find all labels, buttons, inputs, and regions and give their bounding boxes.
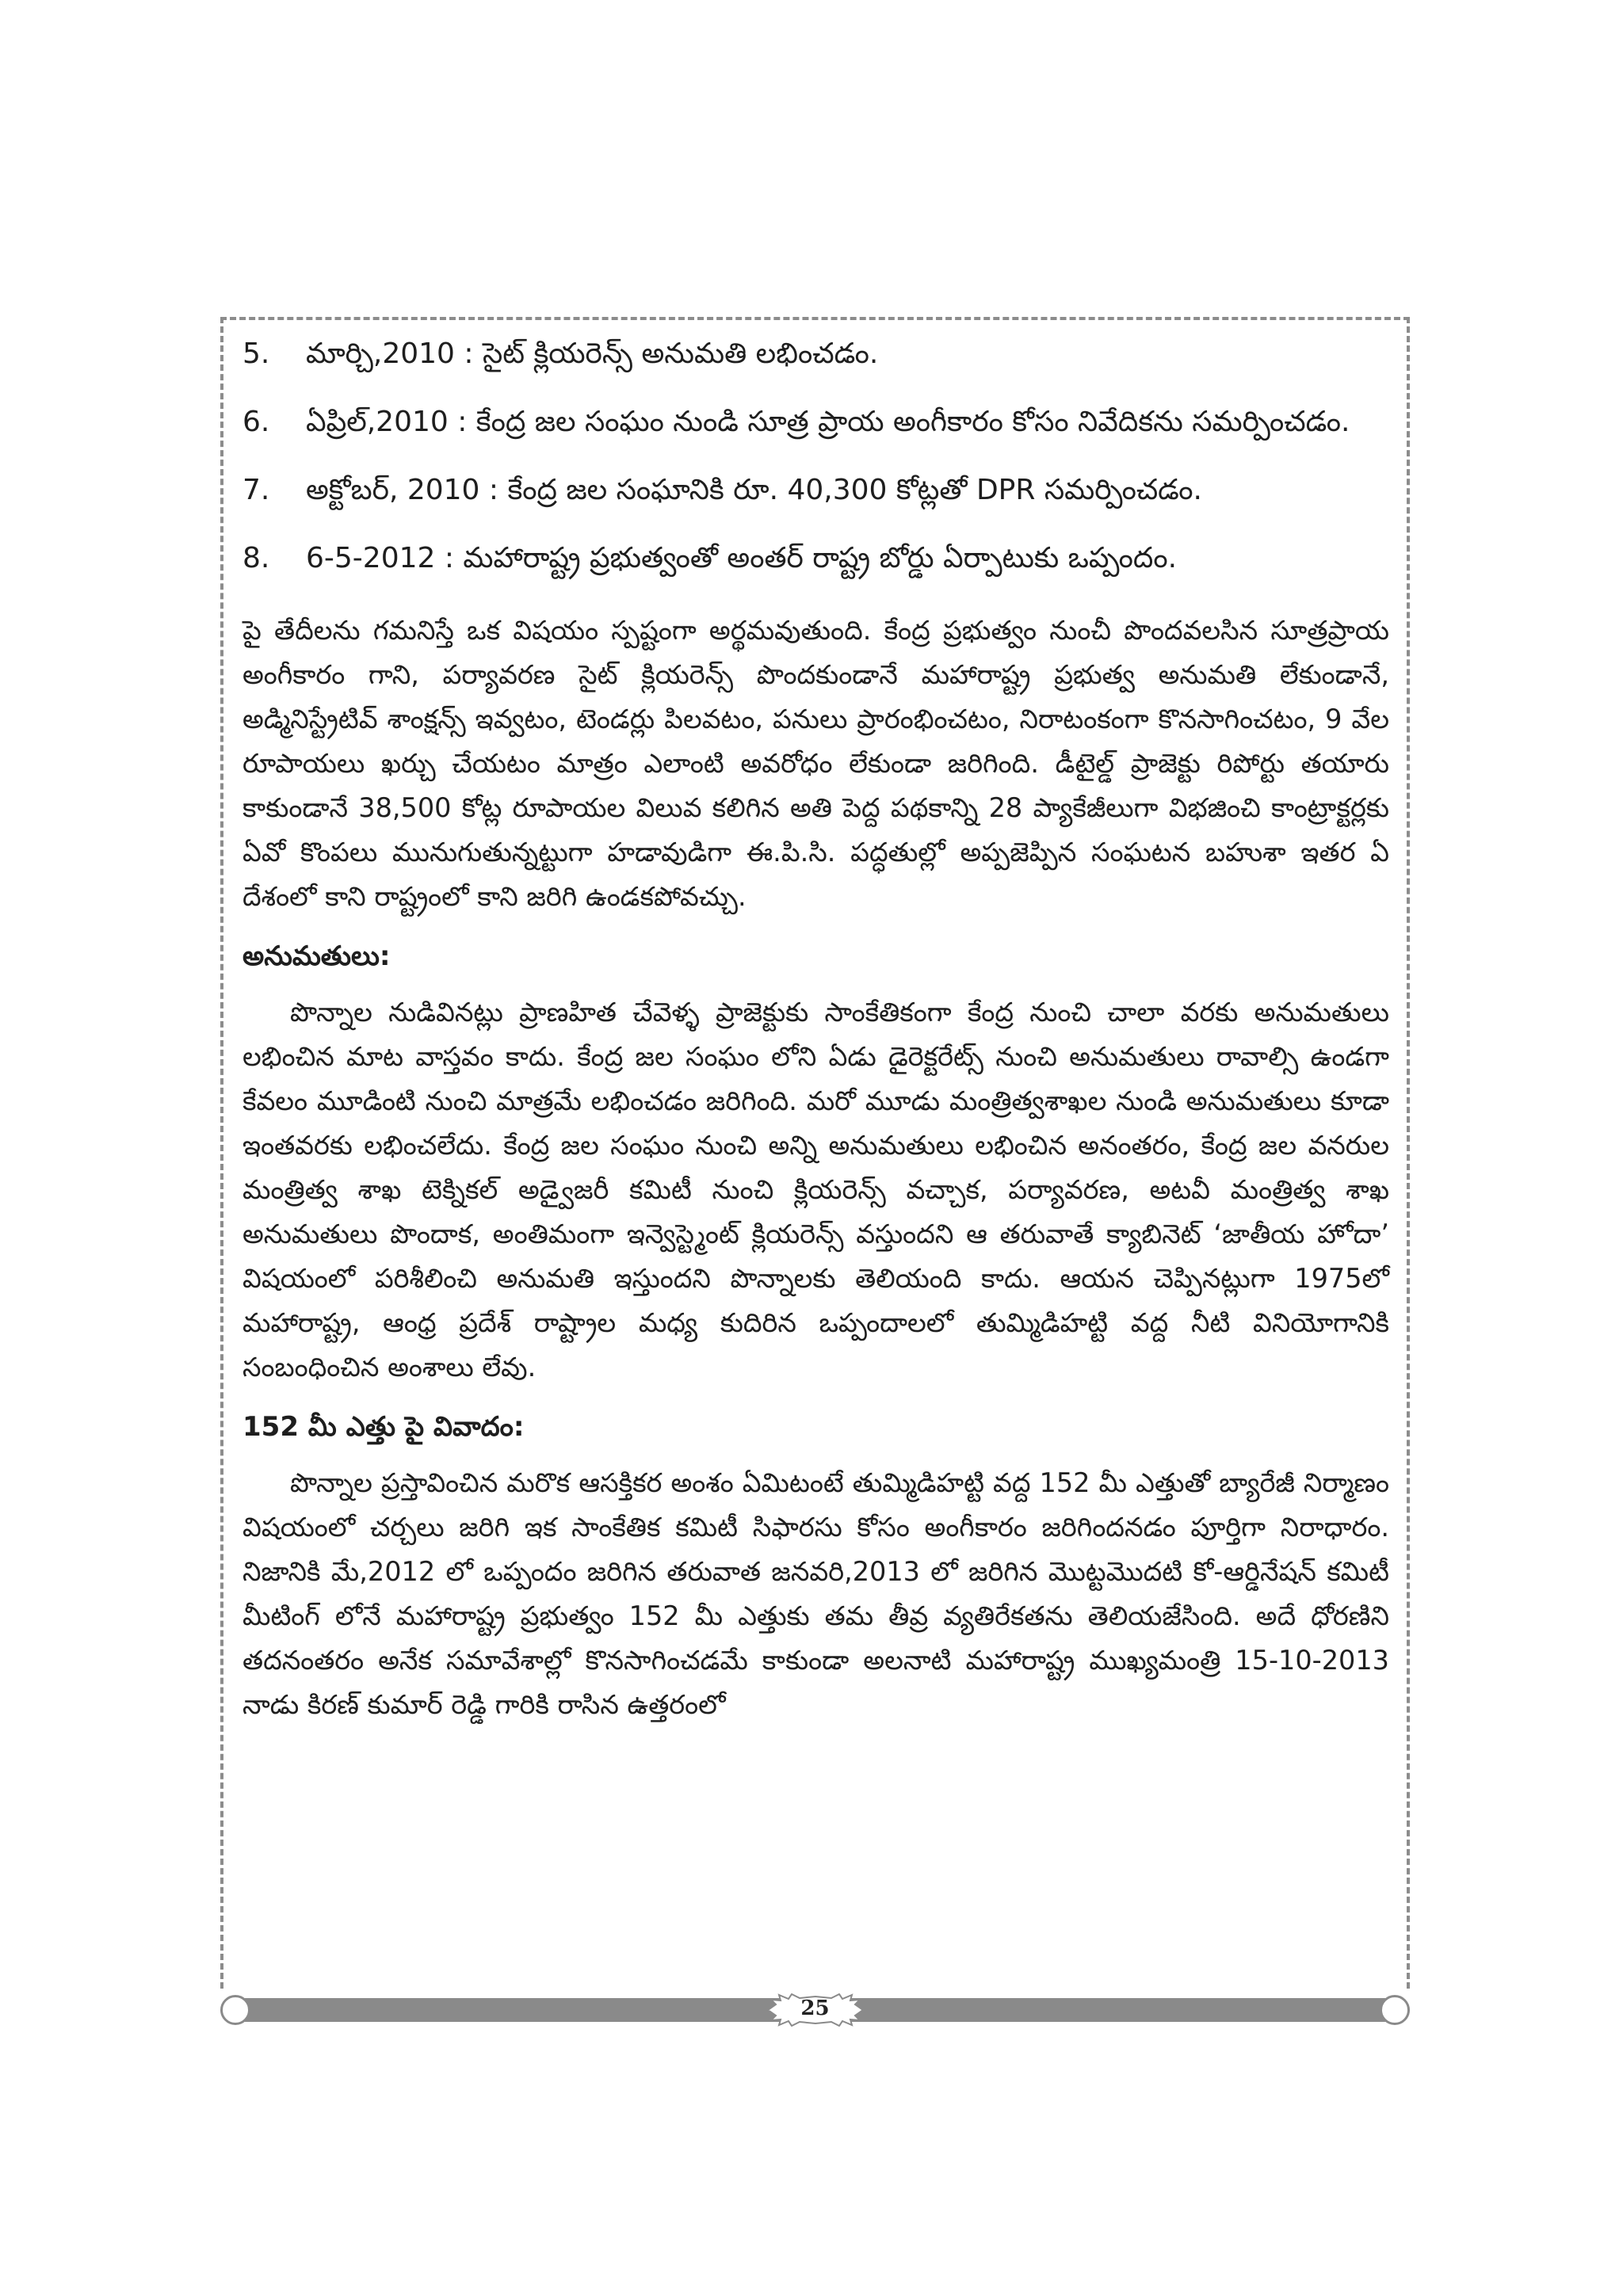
list-item-text: ఏప్రిల్,2010 : కేంద్ర జల సంఘం నుండి సూత్ర ప్రాయ అంగీకారం కోసం నివేదికను సమర్పించడం.	[306, 406, 1350, 438]
list-item-text: అక్టోబర్, 2010 : కేంద్ర జల సంఘానికి రూ. 40,300 కోట్లతో DPR సమర్పించడం.	[306, 474, 1202, 506]
page-number: 25	[800, 1997, 830, 2020]
permissions-paragraph: పొన్నాల నుడివినట్లు ప్రాణహిత చేవెళ్ళ ప్రాజెక్టుకు సాంకేతికంగా కేంద్ర నుంచి చాలా వరకు అనుమతులు లభించిన మాట వాస్తవం కాదు. కేంద్ర జల సంఘం లోని ఏడు డైరెక్టరేట్స్ నుంచి అనుమతులు రావాల్సి ఉండగా కేవలం మూడింటి నుంచి మాత్రమే లభించడం జరిగింది. మరో మూడు మంత్రిత్వశాఖల నుండి అనుమతులు కూడా ఇంతవరకు లభించలేదు. కేంద్ర జల సంఘం నుంచి అన్ని అనుమతులు లభించిన అనంతరం, కేంద్ర జల వనరుల మంత్రిత్వ శాఖ టెక్నికల్ అడ్వైజరీ కమిటీ నుంచి క్లియరెన్స్ వచ్చాక, పర్యావరణ, అటవీ మంత్రిత్వ శాఖ అనుమతులు పొందాక, అంతిమంగా ఇన్వెస్ట్మెంట్ క్లియరెన్స్ వస్తుందని ఆ తరువాతే క్యాబినెట్ ‘జాతీయ హోదా’ విషయంలో పరిశీలించి అనుమతి ఇస్తుందని పొన్నాలకు తెలియంది కాదు. ఆయన చెప్పినట్లుగా 1975లో మహారాష్ట్ర, ఆంధ్ర ప్రదేశ్ రాష్ట్రాల మధ్య కుదిరిన ఒప్పందాలలో తుమ్మిడిహట్టి వద్ద నీటి వినియోగానికి సంబంధించిన అంశాలు లేవు.	[242, 997, 1389, 1383]
height-dispute-paragraph: పొన్నాల ప్రస్తావించిన మరొక ఆసక్తికర అంశం ఏమిటంటే తుమ్మిడిహట్టి వద్ద 152 మీ ఎత్తుతో బ్యారేజీ నిర్మాణం విషయంలో చర్చలు జరిగి ఇక సాంకేతిక కమిటీ సిఫారసు కోసం అంగీకారం జరిగిందనడం పూర్తిగా నిరాధారం. నిజానికి మే,2012 లో ఒప్పందం జరిగిన తరువాత జనవరి,2013 లో జరిగిన మొట్టమొదటి కో-ఆర్డినేషన్ కమిటీ మీటింగ్ లోనే మహారాష్ట్ర ప్రభుత్వం 152 మీ ఎత్తుకు తమ తీవ్ర వ్యతిరేకతను తెలియజేసింది. అదే ధోరణిని తదనంతరం అనేక సమావేశాల్లో కొనసాగించడమే కాకుండా అలనాటి మహారాష్ట్ర ముఖ్యమంత్రి 15-10-2013 నాడు కిరణ్ కుమార్ రెడ్డి గారికి రాసిన ఉత్తరంలో	[242, 1467, 1389, 1720]
list-item-number: 7.	[242, 474, 270, 506]
list-item-number: 5.	[242, 338, 270, 370]
timeline-list	[242, 336, 1389, 577]
list-item	[242, 540, 1389, 577]
list-item-text: మార్చి,2010 : సైట్ క్లియరెన్స్ అనుమతి లభించడం.	[306, 338, 879, 370]
list-item-number: 6.	[242, 406, 270, 438]
intro-paragraph: పై తేదీలను గమనిస్తే ఒక విషయం స్పష్టంగా అర్థమవుతుంది. కేంద్ర ప్రభుత్వం నుంచీ పొందవలసిన సూత్రప్రాయ అంగీకారం గాని, పర్యావరణ సైట్ క్లియరెన్స్ పొందకుండానే మహారాష్ట్ర ప్రభుత్వ అనుమతి లేకుండానే, అడ్మినిస్ట్రేటివ్ శాంక్షన్స్ ఇవ్వటం, టెండర్లు పిలవటం, పనులు ప్రారంభించటం, నిరాటంకంగా కొనసాగించటం, 9 వేల రూపాయలు ఖర్చు చేయటం మాత్రం ఎలాంటి అవరోధం లేకుండా జరిగింది. డీటైల్డ్ ప్రాజెక్టు రిపోర్టు తయారు కాకుండానే 38,500 కోట్ల రూపాయల విలువ కలిగిన అతి పెద్ద పథకాన్ని 28 ప్యాకేజీలుగా విభజించి కాంట్రాక్టర్లకు ఏవో కొంపలు మునుగుతున్నట్టుగా హడావుడిగా ఈ.పి.సి. పద్ధతుల్లో అప్పజెప్పిన సంఘటన బహుశా ఇతర ఏ దేశంలో కాని రాష్ట్రంలో కాని జరిగి ఉండకపోవచ్చు.	[242, 615, 1389, 912]
list-item-text: 6-5-2012 : మహారాష్ట్ర ప్రభుత్వంతో అంతర్ రాష్ట్ర బోర్డు ఏర్పాటుకు ఒప్పందం.	[306, 542, 1178, 574]
list-item	[242, 336, 1389, 372]
list-item	[242, 404, 1389, 441]
section-heading-height-dispute: 152 మీ ఎత్తు పై వివాదం:	[242, 1411, 525, 1443]
footer-left-circle	[220, 1995, 250, 2025]
list-item-number: 8.	[242, 542, 270, 574]
section-heading-permissions: అనుమతులు:	[242, 940, 391, 972]
list-item	[242, 472, 1389, 509]
page-number-badge	[768, 1993, 863, 2027]
footer-right-circle	[1380, 1995, 1410, 2025]
page-content	[242, 336, 1389, 1727]
page-footer-bar	[220, 1995, 1410, 2025]
